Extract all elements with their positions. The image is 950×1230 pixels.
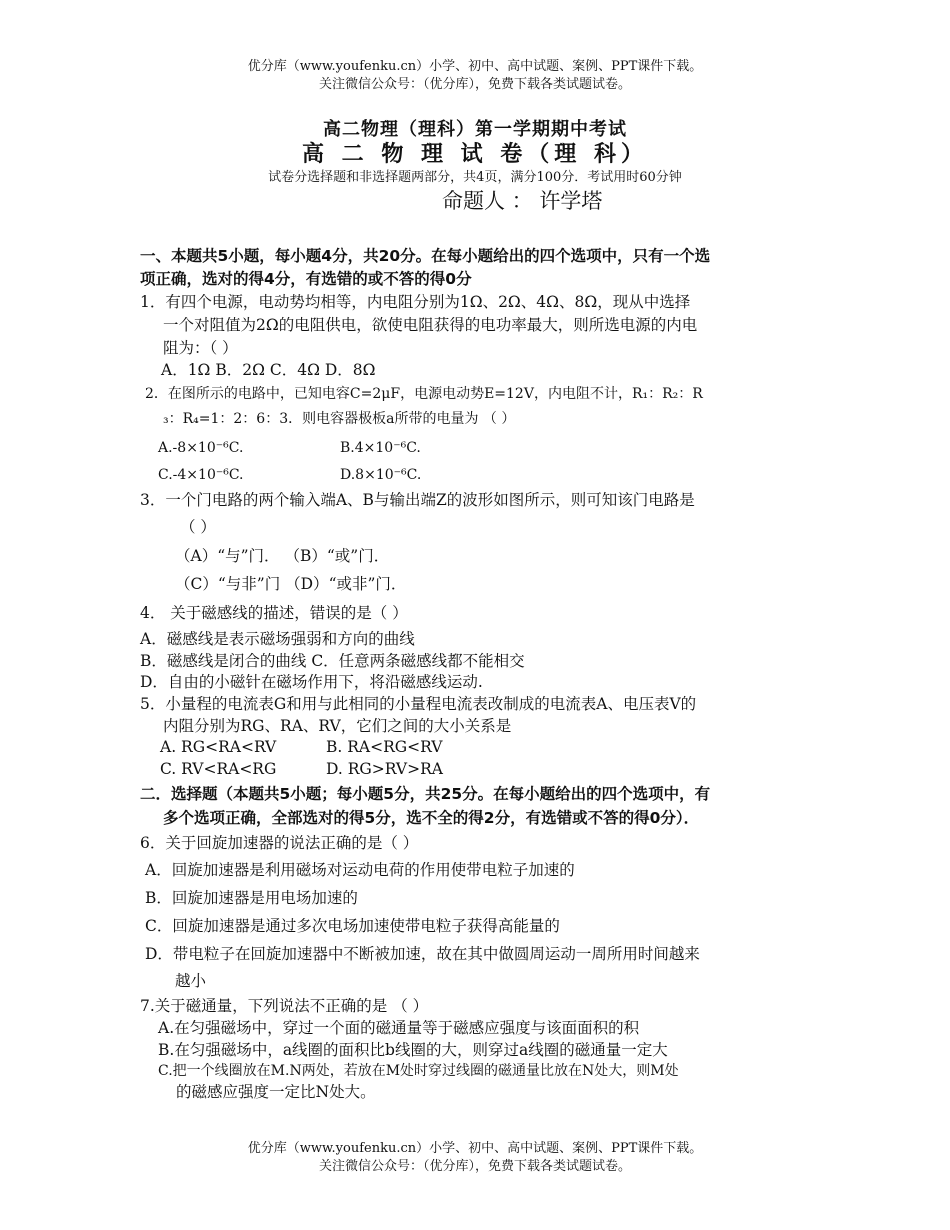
q7-option-c-line-2: 的磁感应强度一定比N处大。 [176, 1083, 376, 1101]
paper-info: 试卷分选择题和非选择题两部分，共4页，满分100分．考试用时60分钟 [268, 170, 682, 185]
q3-line-2: （ ） [180, 518, 216, 536]
q6-option-b: B．回旋加速器是用电场加速的 [145, 889, 358, 907]
q6-option-d-line-2: 越小 [175, 972, 207, 990]
section2-line-2: 多个选项正确，全部选对的得5分，选不全的得2分，有选错或不答的得0分）． [163, 809, 700, 827]
q1-line-3: 阻为：（ ） [163, 339, 238, 357]
footer-line-2: 关注微信公众号：（优分库），免费下载各类试题试卷。 [318, 1159, 631, 1174]
author-line: 命题人 ： 许学塔 [442, 189, 603, 213]
q2-option-d: D.8×10⁻⁶C. [340, 467, 422, 483]
q4-option-bc: B．磁感线是闭合的曲线 C．任意两条磁感线都不能相交 [140, 652, 525, 670]
q2-option-a: A.-8×10⁻⁶C. [158, 440, 244, 456]
q6-option-c: C．回旋加速器是通过多次电场加速使带电粒子获得高能量的 [145, 917, 560, 935]
q3-options-1: （A）“与”门． （B）“或”门． [175, 547, 390, 565]
q2-option-b: B.4×10⁻⁶C. [340, 440, 421, 456]
section2-line-1: 二．选择题（本题共5小题；每小题5分，共25分。在每小题给出的四个选项中，有 [140, 785, 711, 803]
q2-line-2: ₃：R₄=1：2：6：3．则电容器极板a所带的电量为 （ ） [163, 411, 516, 427]
q5-option-b: B. RA<RG<RV [326, 738, 443, 756]
q7-line-1: 7.关于磁通量，下列说法不正确的是 （ ） [140, 997, 429, 1015]
section1-line-2: 项正确，选对的得4分，有选错的或不答的得0分 [140, 270, 472, 288]
q3-line-1: 3．一个门电路的两个输入端A、B与输出端Z的波形如图所示，则可知该门电路是 [140, 491, 695, 509]
q6-line-1: 6．关于回旋加速器的说法正确的是（ ） [140, 834, 419, 852]
q5-line-1: 5．小量程的电流表G和用与此相同的小量程电流表改制成的电流表A、电压表V的 [140, 695, 697, 713]
q1-line-1: 1．有四个电源，电动势均相等，内电阻分别为1Ω、2Ω、4Ω、8Ω，现从中选择 [140, 293, 691, 311]
q1-line-2: 一个对阻值为2Ω的电阻供电，欲使电阻获得的电功率最大，则所选电源的内电 [163, 316, 698, 334]
exam-title: 高二物理（理科）第一学期期中考试 [323, 119, 627, 140]
q5-option-d: D. RG>RV>RA [326, 760, 443, 778]
q4-line-1: 4． 关于磁感线的描述，错误的是（ ） [140, 604, 408, 622]
footer-line-1: 优分库（www.youfenku.cn）小学、初中、高中试题、案例、PPT课件下载。 [247, 1141, 703, 1156]
q5-line-2: 内阻分别为RG、RA、RV，它们之间的大小关系是 [163, 717, 512, 735]
q7-option-a: A.在匀强磁场中，穿过一个面的磁通量等于磁感应强度与该面面积的积 [158, 1019, 640, 1037]
q7-option-b: B.在匀强磁场中，a线圈的面积比b线圈的大，则穿过a线圈的磁通量一定大 [158, 1041, 668, 1059]
q6-option-d-line-1: D．带电粒子在回旋加速器中不断被加速，故在其中做圆周运动一周所用时间越来 [145, 945, 700, 963]
q4-option-a: A．磁感线是表示磁场强弱和方向的曲线 [140, 630, 415, 648]
header-line-2: 关注微信公众号：（优分库），免费下载各类试题试卷。 [318, 77, 631, 92]
section1-line-1: 一、本题共5小题，每小题4分，共20分。在每小题给出的四个选项中，只有一个选 [140, 247, 711, 265]
q1-options: A．1Ω B．2Ω C．4Ω D．8Ω [161, 361, 376, 379]
q7-option-c-line-1: C.把一个线圈放在M.N两处，若放在M处时穿过线圈的磁通量比放在N处大，则M处 [158, 1063, 679, 1079]
header-line-1: 优分库（www.youfenku.cn）小学、初中、高中试题、案例、PPT课件下载。 [247, 59, 703, 74]
q2-line-1: 2．在图所示的电路中，已知电容C=2μF，电源电动势E=12V，内电阻不计，R₁：R₂：R [145, 386, 703, 402]
q5-option-c: C. RV<RA<RG [160, 760, 277, 778]
q3-options-2: （C）“与非”门 （D）“或非”门． [175, 575, 407, 593]
q5-option-a: A. RG<RA<RV [160, 738, 277, 756]
q2-option-c: C.-4×10⁻⁶C. [158, 467, 244, 483]
q4-option-d: D．自由的小磁针在磁场作用下，将沿磁感线运动. [140, 673, 483, 691]
paper-title: 高 二 物 理 试 卷（理 科） [302, 141, 648, 167]
q6-option-a: A．回旋加速器是利用磁场对运动电荷的作用使带电粒子加速的 [145, 861, 575, 879]
